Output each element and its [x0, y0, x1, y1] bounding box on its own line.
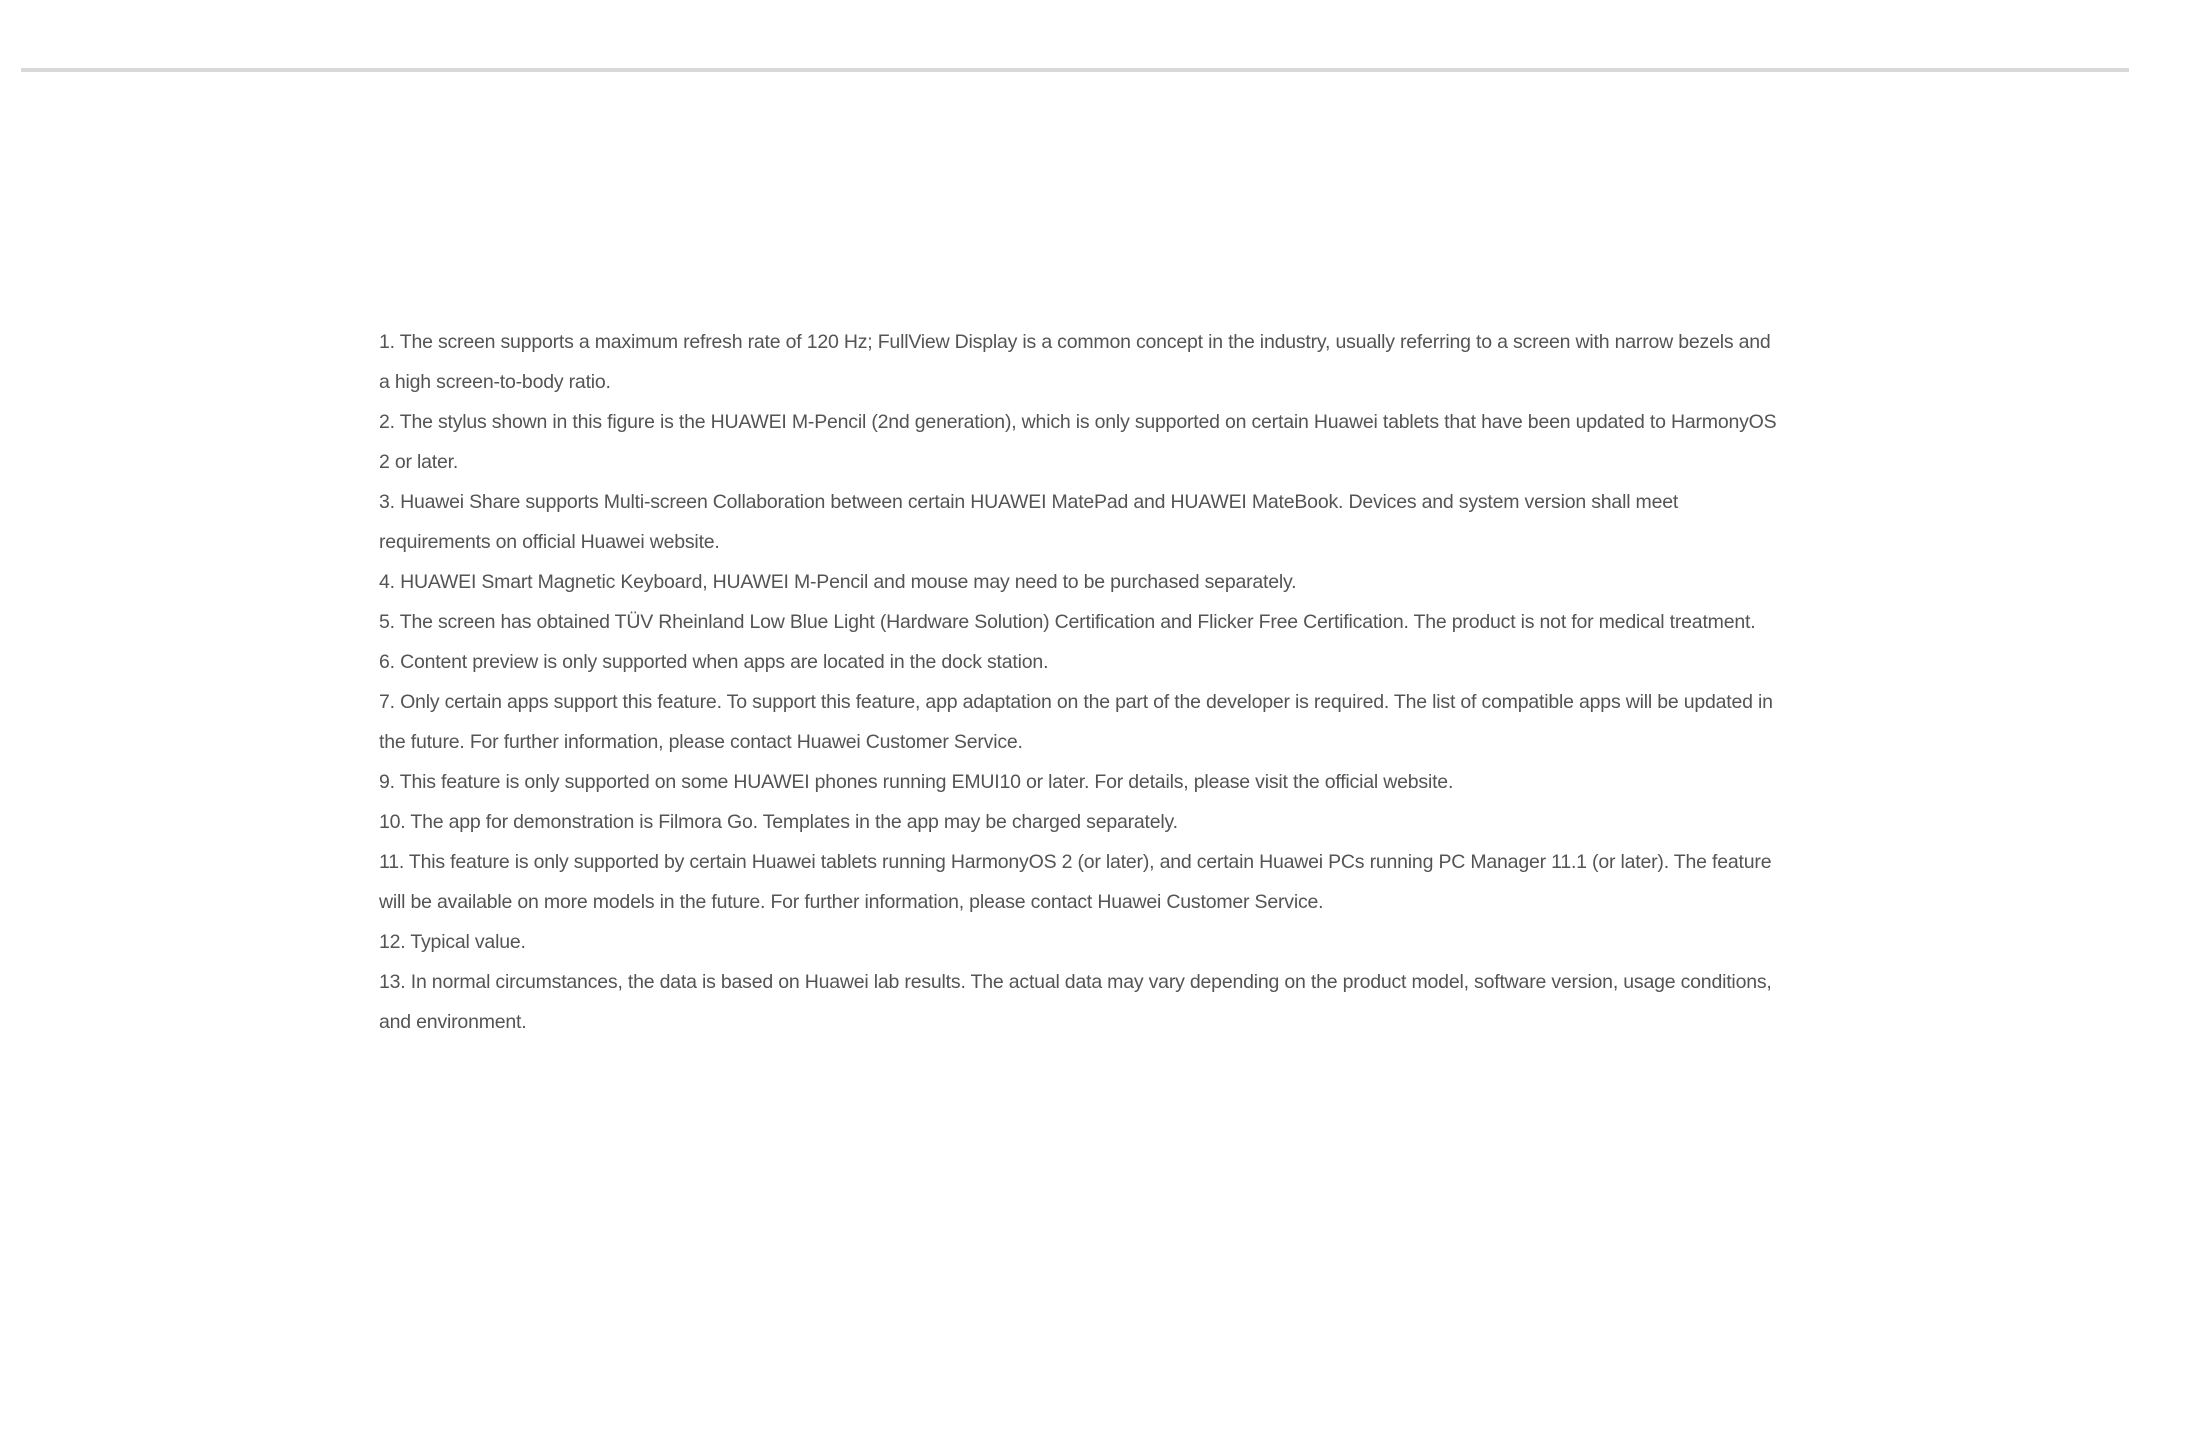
disclaimer-section — [379, 322, 1779, 1042]
footnote-1: 1. The screen supports a maximum refresh rate of 120 Hz; FullView Display is a common concept in the industry, usually referring to a screen with narrow bezels and a high screen-to-body ratio. — [379, 331, 1771, 393]
footnote-4: 4. HUAWEI Smart Magnetic Keyboard, HUAWEI M-Pencil and mouse may need to be purchased separately. — [379, 571, 1297, 593]
footnote-5: 5. The screen has obtained TÜV Rheinland Low Blue Light (Hardware Solution) Certification and Flicker Free Certification. The product is not for medical treatment. — [379, 611, 1756, 633]
footnote-10: 10. The app for demonstration is Filmora Go. Templates in the app may be charged separately. — [379, 811, 1178, 833]
footnote-list — [379, 322, 1779, 1042]
footnote-2: 2. The stylus shown in this figure is the HUAWEI M-Pencil (2nd generation), which is only supported on certain Huawei tablets that have been updated to HarmonyOS 2 or later. — [379, 411, 1777, 473]
footnote-7: 7. Only certain apps support this feature. To support this feature, app adaptation on the part of the developer is required. The list of compatible apps will be updated in the future. For further information, please contact Huawei Customer Service. — [379, 691, 1773, 753]
footnote-13: 13. In normal circumstances, the data is based on Huawei lab results. The actual data may vary depending on the product model, software version, usage conditions, and environment. — [379, 971, 1772, 1033]
footnote-9: 9. This feature is only supported on some HUAWEI phones running EMUI10 or later. For details, please visit the official website. — [379, 771, 1454, 793]
footnote-11: 11. This feature is only supported by certain Huawei tablets running HarmonyOS 2 (or later), and certain Huawei PCs running PC Manager 11.1 (or later). The feature will be available on more models in the future. For further information, please contact Huawei Customer Service. — [379, 851, 1772, 913]
footnote-3: 3. Huawei Share supports Multi-screen Collaboration between certain HUAWEI MatePad and HUAWEI MateBook. Devices and system version shall meet requirements on official Huawei website. — [379, 491, 1679, 553]
footnote-12: 12. Typical value. — [379, 931, 526, 953]
footnote-6: 6. Content preview is only supported when apps are located in the dock station. — [379, 651, 1049, 673]
top-divider — [21, 68, 2129, 72]
